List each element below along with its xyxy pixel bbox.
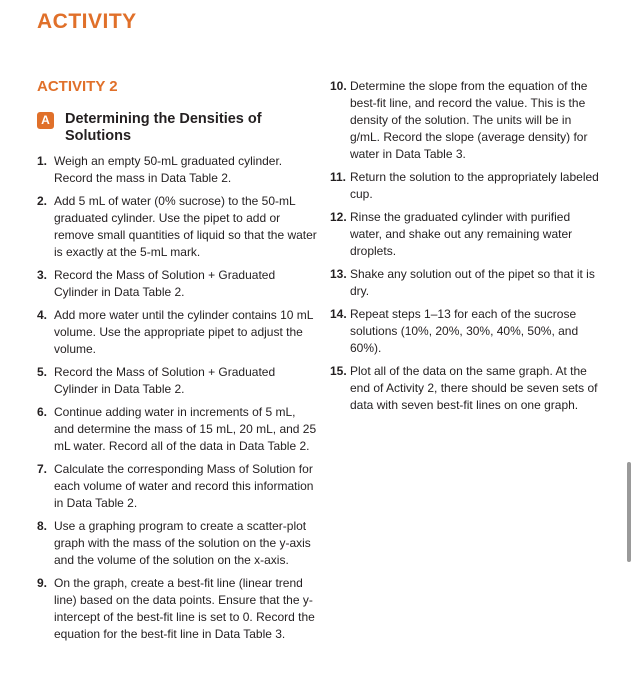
step-number: 1. [37, 154, 48, 168]
step-item [37, 575, 317, 643]
step-item [330, 78, 602, 163]
step-item [37, 193, 317, 261]
step-item [37, 461, 317, 512]
step-number: 2. [37, 194, 48, 208]
step-number: 4. [37, 308, 48, 322]
step-item [330, 209, 602, 260]
vertical-scrollbar[interactable] [627, 462, 631, 562]
step-number: 3. [37, 268, 48, 282]
step-text: Shake any solution out of the pipet so that it is dry. [350, 267, 595, 298]
step-number: 11. [330, 170, 347, 184]
step-text: Rinse the graduated cylinder with purified water, and shake out any remaining water droplets. [350, 210, 573, 258]
step-item [37, 307, 317, 358]
section-heading [37, 111, 317, 145]
step-number: 7. [37, 462, 48, 476]
step-text: Return the solution to the appropriately labeled cup. [350, 170, 599, 201]
step-text: Continue adding water in increments of 5 mL, and determine the mass of 15 mL, 20 mL, and 25 mL water. Record all of the data in Data Table 2. [54, 405, 317, 453]
step-item [330, 306, 602, 357]
steps-list-right [330, 78, 602, 414]
step-item [37, 404, 317, 455]
activity-title: ACTIVITY 2 [37, 78, 118, 95]
step-text: Weigh an empty 50-mL graduated cylinder. Record the mass in Data Table 2. [54, 154, 283, 185]
step-text: On the graph, create a best-fit line (linear trend line) based on the data points. Ensure that the y-intercept of the best-fit line is set to 0. Record the equation for the best-fit line in Data Table 3. [54, 576, 315, 641]
step-number: 14. [330, 307, 347, 321]
step-text: Add 5 mL of water (0% sucrose) to the 50-mL graduated cylinder. Use the pipet to add or remove small quantities of liquid so that the water is exactly at the 5-mL mark. [54, 194, 317, 259]
step-number: 12. [330, 210, 347, 224]
step-number: 13. [330, 267, 347, 281]
step-item [37, 267, 317, 301]
step-text: Repeat steps 1–13 for each of the sucrose solutions (10%, 20%, 30%, 40%, 50%, and 60%). [350, 307, 579, 355]
step-item [37, 518, 317, 569]
step-text: Record the Mass of Solution + Graduated Cylinder in Data Table 2. [54, 268, 276, 299]
step-text: Plot all of the data on the same graph. At the end of Activity 2, there should be seven sets of data with seven best-fit lines on one graph. [350, 364, 598, 412]
step-item [37, 153, 317, 187]
step-item [330, 363, 602, 414]
step-item [330, 266, 602, 300]
step-number: 15. [330, 364, 347, 378]
steps-list-left [37, 153, 317, 643]
step-number: 6. [37, 405, 48, 419]
page-header-title: ACTIVITY [37, 10, 137, 33]
step-number: 10. [330, 79, 347, 93]
step-text: Record the Mass of Solution + Graduated Cylinder in Data Table 2. [54, 365, 276, 396]
step-text: Add more water until the cylinder contains 10 mL volume. Use the appropriate pipet to adjust the volume. [54, 308, 314, 356]
step-item [37, 364, 317, 398]
right-column [330, 78, 602, 420]
step-number: 5. [37, 365, 48, 379]
step-text: Calculate the corresponding Mass of Solution for each volume of water and record this information in Data Table 2. [54, 462, 314, 510]
section-badge: A [37, 112, 54, 129]
step-number: 9. [37, 576, 48, 590]
section-title: Determining the Densities of Solutions [65, 111, 262, 144]
step-text: Determine the slope from the equation of the best-fit line, and record the value. This is the density of the solution. The units will be in g/mL. Record the slope (average density) for water in Data Table 3. [350, 79, 588, 161]
step-item [330, 169, 602, 203]
left-column [37, 78, 317, 649]
step-number: 8. [37, 519, 48, 533]
step-text: Use a graphing program to create a scatter-plot graph with the mass of the solution on the y-axis and the volume of the solution on the x-axis. [54, 519, 311, 567]
